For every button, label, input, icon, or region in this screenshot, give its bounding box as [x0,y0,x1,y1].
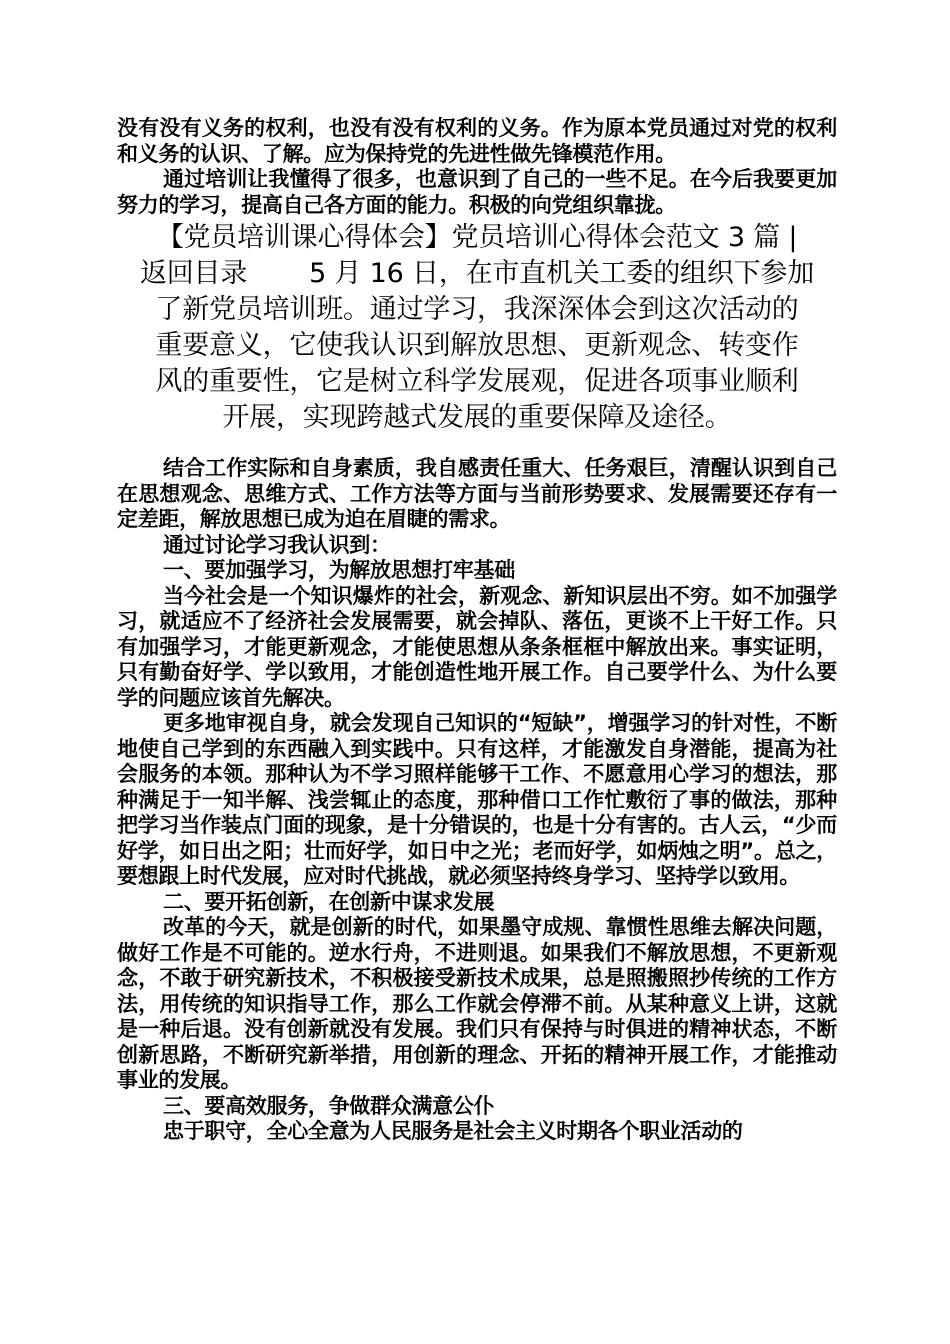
paragraph: 当今社会是一个知识爆炸的社会，新观念、新知识层出不穷。如不加强学习，就适应不了经济社会发展需要，就会掉队、落伍，更谈不上干好工作。只有加强学习，才能更新观念，才能使思想从条条框框中解放出来。事实证明，只有勤奋好学、学以致用，才能创造性地开展工作。自己要学什么、为什么要学的问题应该首先解决。 [117,583,837,710]
heading-line: 重要意义，它使我认识到解放思想、更新观念、转变作 [155,330,799,361]
body-text-block [117,456,837,1145]
document-page [117,116,837,1145]
paragraph: 更多地审视自身，就会发现自己知识的“短缺”，增强学习的针对性，不断地使自己学到的东西融入到实践中。只有这样，才能激发自身潜能，提高为社会服务的本领。那种认为不学习照样能够干工作、不愿意用心学习的想法，那种满足于一知半解、浅尝辄止的态度，那种借口工作忙敷衍了事的做法，那种把学习当作装点门面的现象，是十分错误的，也是十分有害的。古人云，“少而好学，如日出之阳；壮而好学，如日中之光；老而好学，如炳烛之明”。总之，要想跟上时代发展，应对时代挑战，就必须坚持终身学习、坚持学以致用。 [117,711,837,888]
paragraph: 结合工作实际和自身素质，我自感责任重大、任务艰巨，清醒认识到自己在思想观念、思维方式、工作方法等方面与当前形势要求、发展需要还存有一定差距，解放思想已成为迫在眉睫的需求。 [117,456,837,531]
heading-line: 了新党员培训班。通过学习，我深深体会到这次活动的 [155,294,799,325]
heading-line: 开展，实现跨越式发展的重要保障及途径。 [222,402,732,433]
section-heading: 一、要加强学习，为解放思想打牢基础 [163,558,515,582]
paragraph: 通过培训让我懂得了很多，也意识到了自己的一些不足。在今后我要更加努力的学习，提高自己各方面的能力。积极的向党组织靠拢。 [117,167,837,217]
top-text-block [117,116,837,218]
paragraph: 忠于职守，全心全意为人民服务是社会主义时期各个职业活动的 [163,1119,743,1143]
heading-line: 【党员培训课心得体会】党员培训心得体会范文 3 篇 | [156,222,798,253]
heading-line: 返回目录 5 月 16 日，在市直机关工委的组织下参加 [139,258,815,289]
section-heading: 三、要高效服务，争做群众满意公仆 [163,1093,495,1118]
section-heading: 二、要开拓创新，在创新中谋求发展 [163,889,495,914]
article-heading [117,220,837,436]
paragraph: 没有没有义务的权利，也没有没有权利的义务。作为原本党员通过对党的权利和义务的认识、了解。应为保持党的先进性做先锋模范作用。 [117,116,837,166]
paragraph: 通过讨论学习我认识到： [163,532,391,557]
heading-line: 风的重要性，它是树立科学发展观，促进各项事业顺利 [155,366,799,397]
paragraph: 改革的今天，就是创新的时代，如果墨守成规、靠惯性思维去解决问题，做好工作是不可能的。逆水行舟，不进则退。如果我们不解放思想，不更新观念，不敢于研究新技术，不积极接受新技术成果，总是照搬照抄传统的工作方法，用传统的知识指导工作，那么工作就会停滞不前。从某种意义上讲，这就是一种后退。没有创新就没有发展。我们只有保持与时俱进的精神状态，不断创新思路，不断研究新举措，用创新的理念、开拓的精神开展工作，才能推动事业的发展。 [117,915,837,1092]
